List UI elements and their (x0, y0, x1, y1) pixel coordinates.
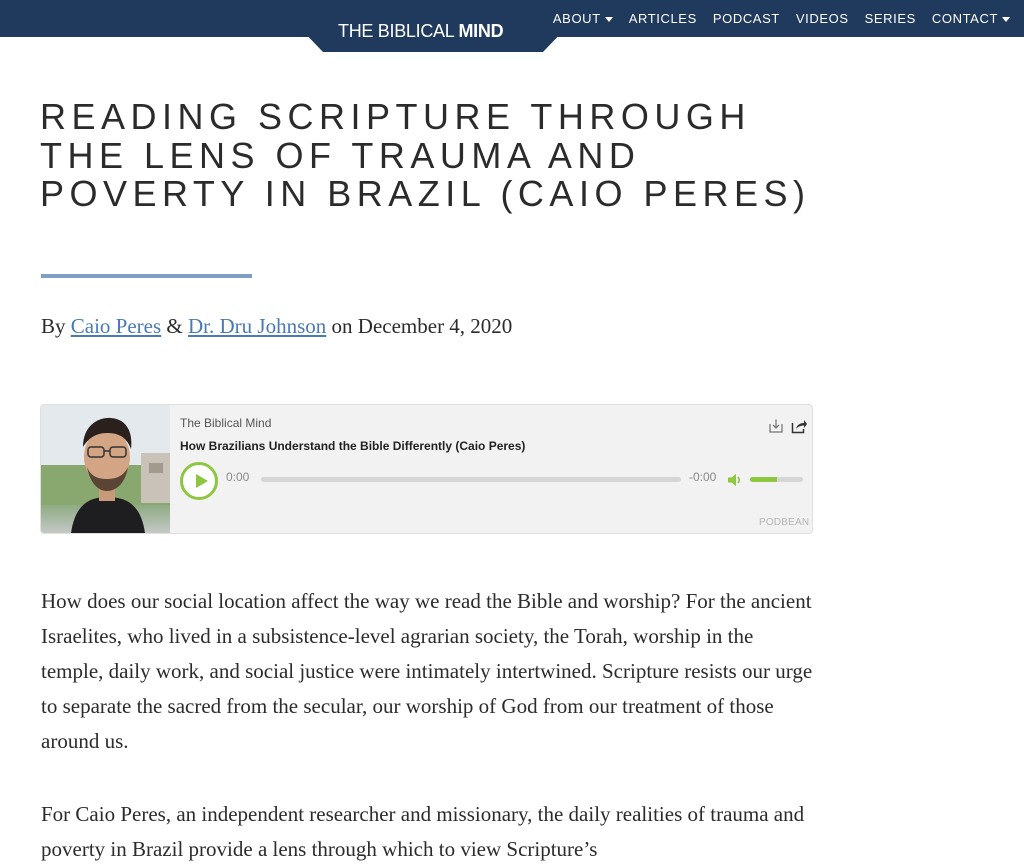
byline-separator: & (161, 314, 189, 338)
play-button[interactable] (180, 462, 218, 500)
logo-text-strong: MIND (458, 21, 504, 41)
article-paragraph: For Caio Peres, an independent researcher and missionary, the daily realities of trauma and poverty in Brazil provide a lens through which to view Scripture’s (41, 802, 805, 861)
article-title: READING SCRIPTURE THROUGH THE LENS OF TRAUMA AND POVERTY IN BRAZIL (CAIO PERES) (40, 96, 811, 214)
article-paragraph: How does our social location affect the way we read the Bible and worship? For the ancient Israelites, who lived in a subsistence-level agrarian society, the Torah, worship in the temple, daily work, and social justice were intimately intertwined. Scripture resists our urge to separate the sacred from the secular, our worship of God from our treatment of those around us. (41, 589, 813, 753)
podbean-brand: PODBEAN (759, 517, 810, 528)
byline-prefix: By (41, 314, 71, 338)
current-time: 0:00 (226, 470, 250, 484)
caret-down-icon (1002, 17, 1010, 22)
nav-videos-label: VIDEOS (795, 11, 849, 26)
podcast-player (40, 404, 813, 534)
play-icon (196, 474, 208, 488)
nav-about-label: ABOUT (552, 11, 601, 26)
nav-videos[interactable] (796, 11, 849, 26)
volume-fill (750, 477, 777, 482)
byline (41, 314, 512, 339)
caret-down-icon (605, 17, 613, 22)
nav-series-label: SERIES (864, 11, 916, 26)
logo-text: THE BIBLICAL (338, 21, 459, 41)
guest-portrait (41, 405, 170, 533)
nav-articles[interactable] (629, 11, 697, 26)
nav-series[interactable] (865, 11, 916, 26)
nav-contact[interactable] (932, 11, 1010, 26)
site-logo[interactable] (338, 21, 503, 45)
episode-cover-image (41, 405, 170, 533)
nav-podcast[interactable] (713, 11, 780, 26)
episode-title: How Brazilians Understand the Bible Differently (Caio Peres) (180, 439, 526, 453)
title-divider (41, 274, 252, 278)
volume-slider[interactable] (750, 477, 803, 482)
podcast-name: The Biblical Mind (180, 416, 272, 430)
main-nav (553, 11, 1010, 26)
byline-date-prefix: on (326, 314, 358, 338)
share-icon[interactable] (791, 418, 808, 434)
nav-contact-label: CONTACT (931, 11, 998, 26)
author-link-caio-peres[interactable]: Caio Peres (70, 314, 162, 338)
author-link-dru-johnson[interactable]: Dr. Dru Johnson (188, 314, 327, 338)
publish-date: December 4, 2020 (357, 314, 513, 338)
nav-podcast-label: PODCAST (712, 11, 780, 26)
nav-about[interactable] (553, 11, 613, 26)
nav-articles-label: ARTICLES (628, 11, 697, 26)
volume-icon[interactable] (727, 472, 743, 488)
remaining-time: -0:00 (689, 470, 717, 484)
download-icon[interactable] (768, 418, 784, 434)
progress-bar[interactable] (261, 477, 681, 482)
